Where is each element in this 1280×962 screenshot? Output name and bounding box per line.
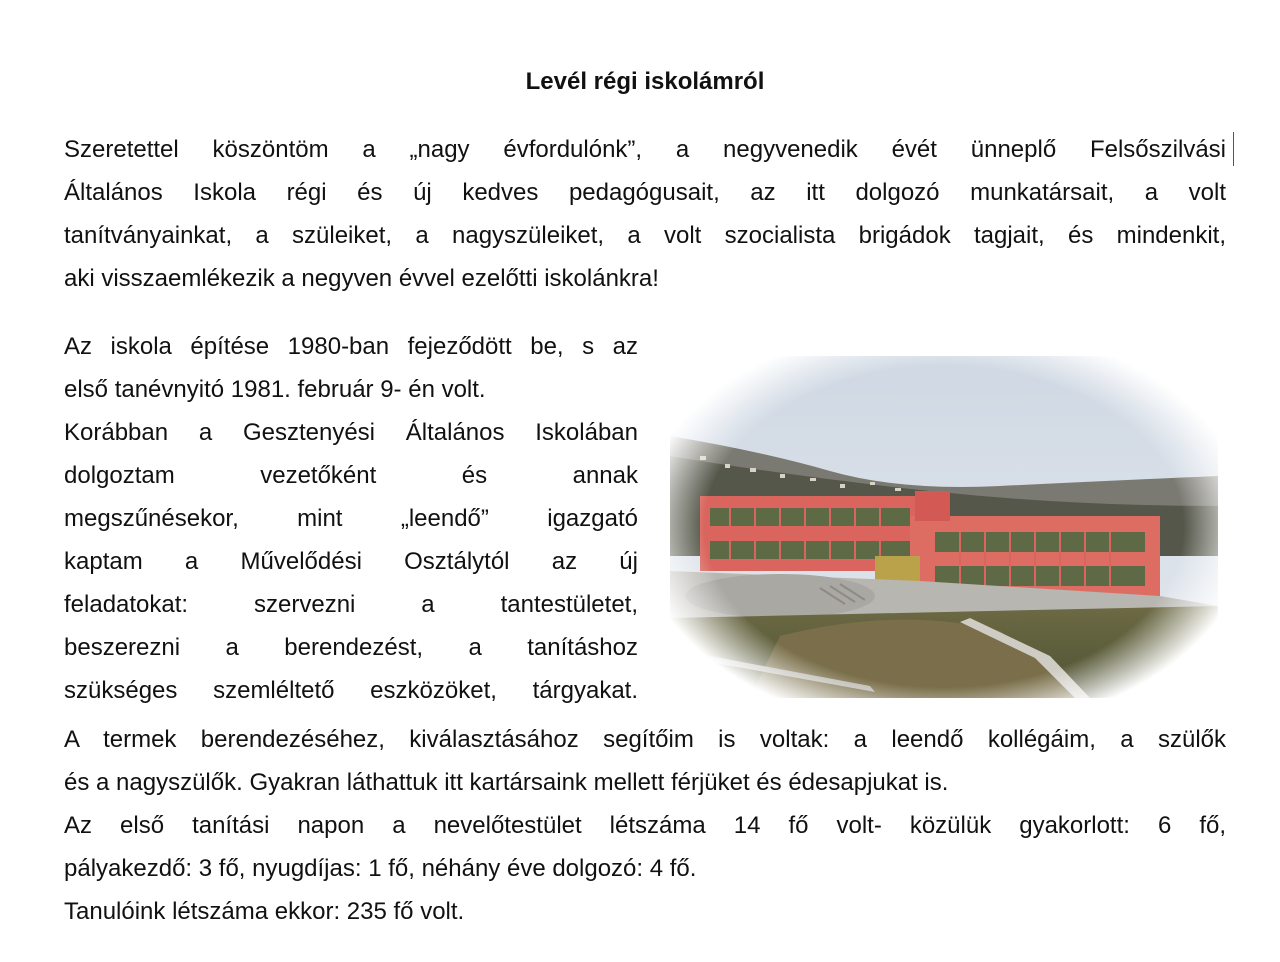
text-line: Az első tanítási napon a nevelőtestület létszáma 14 fő volt- közülük gyakorlott: 6 fő, (64, 812, 1226, 839)
document-title: Levél régi iskolámról (525, 68, 765, 95)
text-line: A termek berendezéséhez, kiválasztásához segítőim is voltak: a leendő kollégáim, a szülők (64, 726, 1226, 753)
text-line: szükséges szemléltető eszközöket, tárgyakat. (64, 677, 638, 704)
text-line: megszűnésekor, mint „leendő” igazgató (64, 505, 638, 532)
text-line: beszerezni a berendezést, a tanításhoz (64, 634, 638, 661)
text-cursor (1233, 132, 1234, 166)
text-line: dolgoztam vezetőként és annak (64, 462, 638, 489)
text-line: első tanévnyitó 1981. február 9- én volt. (64, 376, 486, 403)
text-line: kaptam a Művelődési Osztálytól az új (64, 548, 638, 575)
paragraph-greeting (64, 128, 1226, 300)
text-line: pályakezdő: 3 fő, nyugdíjas: 1 fő, néhány éve dolgozó: 4 fő. (64, 855, 697, 882)
text-line: Általános Iskola régi és új kedves pedagógusait, az itt dolgozó munkatársait, a volt (64, 179, 1226, 206)
school-building-photo (670, 356, 1218, 698)
text-line: és a nagyszülők. Gyakran láthattuk itt kartársaink mellett férjüket és édesapjukat is. (64, 769, 949, 796)
text-line: feladatokat: szervezni a tantestületet, (64, 591, 638, 618)
paragraph-staff (64, 718, 1226, 933)
paragraph-history (64, 325, 638, 712)
text-line: Tanulóink létszáma ekkor: 235 fő volt. (64, 898, 465, 925)
text-line: aki visszaemlékezik a negyven évvel ezelőtti iskolánkra! (64, 265, 659, 292)
text-line: tanítványainkat, a szüleiket, a nagyszüleiket, a volt szocialista brigádok tagjait, és mindenkit, (64, 222, 1226, 249)
text-line: Az iskola építése 1980-ban fejeződött be, s az (64, 333, 638, 360)
text-line: Szeretettel köszöntöm a „nagy évfordulónk”, a negyvenedik évét ünneplő Felsőszilvási (64, 136, 1226, 163)
text-line: Korábban a Gesztenyési Általános Iskolában (64, 419, 638, 446)
